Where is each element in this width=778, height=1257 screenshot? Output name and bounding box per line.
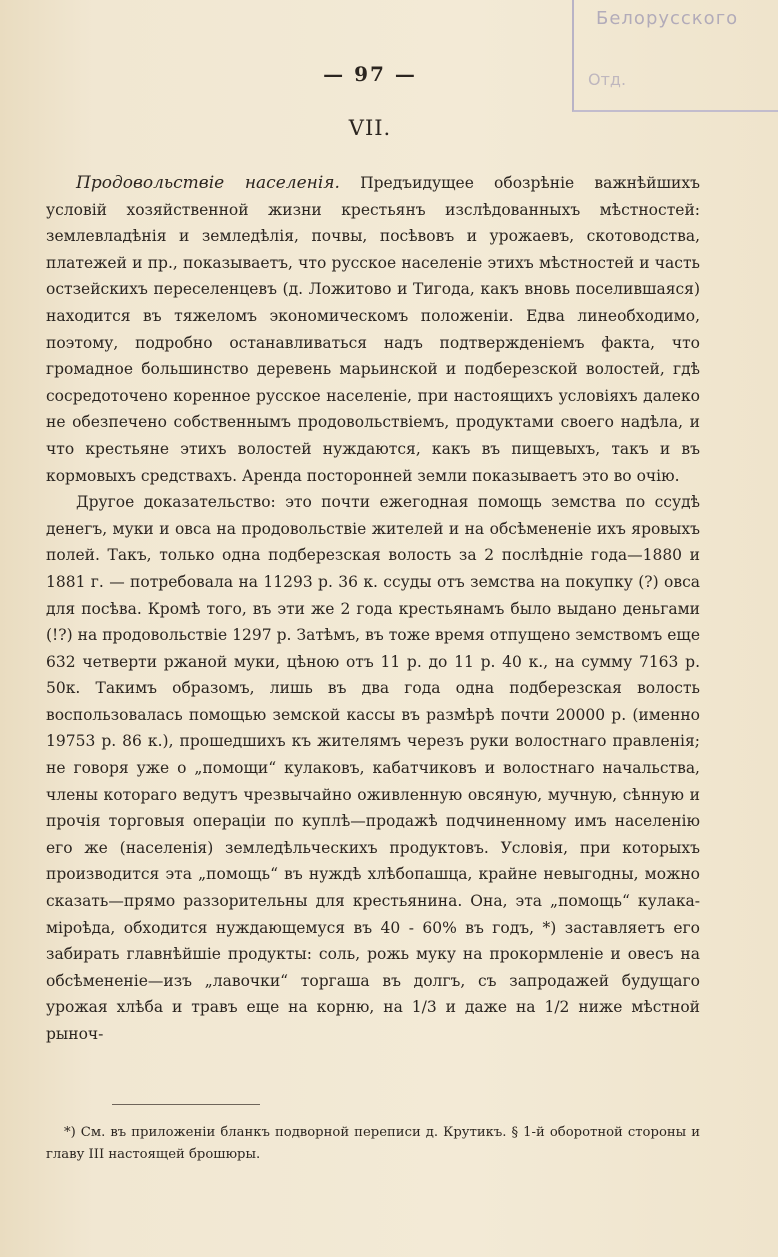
main-text (46, 170, 700, 1048)
paragraph-text: Другое доказательство: это почти ежегодная помощь земства по ссудѣ денегъ, муки и овса на продовольствіе жителей и на обсѣмененіе ихъ яровыхъ полей. Такъ, только одна подберезская волость за 2 послѣдніе года—1880 и 1881 г. — потребовала на 11293 р. 36 к. ссуды отъ земства на покупку (?) овса для посѣва. Кромѣ того, въ эти же 2 года крестьянамъ было выдано деньгами (!?) на продовольствіе 1297 р. Затѣмъ, въ тоже время отпущено земствомъ еще 632 четверти ржаной муки, цѣною отъ 11 р. до 11 р. 40 к., на сумму 7163 р. 50к. Такимъ образомъ, лишь въ два года одна подберезская волость воспользовалась помощью земской кассы въ размѣрѣ почти 20000 р. (именно 19753 р. 86 к.), прошедшихъ къ жителямъ черезъ руки волостнаго правленія; не говоря уже о „помощи“ кулаковъ, кабатчиковъ и волостнаго начальства, члены котораго ведутъ чрезвычайно оживленную овсяную, мучную, сѣнную и прочія торговыя операціи по куплѣ—продажѣ подчиненному имъ населенію его же (населенія) земледѣльческихъ продуктовъ. Условія, при которыхъ производится эта „помощь“ въ нуждѣ хлѣбопашца, крайне невыгодны, можно сказать—прямо раззорительны для крестьянина. Она, эта „помощь“ кулака-міроѣда, обходится нуждающемуся въ 40 - 60% въ годъ, *) заставляетъ его забирать главнѣйшіе продукты: соль, рожь муку на прокормленіе и овесъ на обсѣмененіе—изъ „лавочки“ торгаша въ долгъ, съ запродажей будущаго урожая хлѣба и травъ еще на корню, на 1/3 и даже на 1/2 ниже мѣстной рыноч- (46, 493, 700, 1043)
page-number: — 97 — (323, 62, 417, 86)
paragraph-lead: Продовольствіе населенія. (76, 173, 340, 193)
footnote (46, 1122, 700, 1166)
paragraph-text: Предъидущее обозрѣніе важнѣйшихъ условій хозяйственной жизни крестьянъ изслѣдованныхъ мѣстностей: землевладѣнія и земледѣлія, почвы, посѣвовъ и урожаевъ, скотоводства, платежей и пр., показываетъ, что русское населеніе этихъ мѣстностей и часть остзейскихъ переселенцевъ (д. Ложитово и Тигода, какъ вновь поселившаяся) находится въ тяжеломъ экономическомъ положеніи. Едва линеобходимо, поэтому, подробно останавливаться надъ подтвержденіемъ факта, что громадное большинство деревень марьинской и подберезской волостей, гдѣ сосредоточено коренное русское населеніе, при настоящихъ условіяхъ далеко не обезпечено собственнымъ продовольствіемъ, продуктами своего надѣла, и что крестьяне этихъ волостей нуждаются, какъ въ пищевыхъ, такъ и въ кормовыхъ средствахъ. Аренда посторонней земли показываетъ это во очію. (46, 174, 700, 485)
library-stamp (572, 0, 778, 112)
stamp-text: Белорусского (596, 8, 739, 29)
footnote-text: *) См. въ приложеніи бланкъ подворной переписи д. Крутикъ. § 1-й оборотной стороны и главу III настоящей брошюры. (46, 1125, 700, 1162)
stamp-mark: Отд. (588, 70, 627, 89)
paragraph-2 (46, 489, 700, 1047)
footnote-divider (112, 1104, 260, 1105)
paragraph-1 (46, 170, 700, 489)
section-number: VII. (348, 116, 392, 140)
